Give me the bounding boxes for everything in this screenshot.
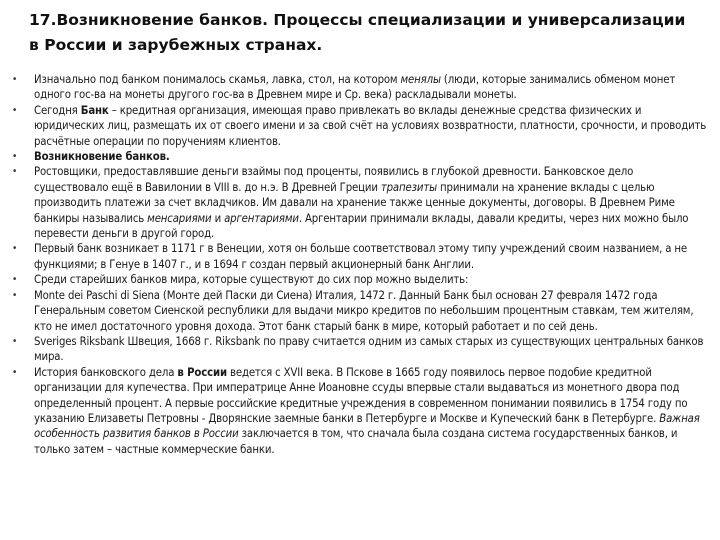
bullet-icon: • xyxy=(12,335,18,347)
text-run: аргентариями xyxy=(224,211,299,225)
text-run: принимали на хранение вклады с целью производить платежи за счет вкладчиков. Им давали на хранение также ценные документы, договоры. В Древнем Риме банкиры назывались xyxy=(34,180,675,225)
text-run: Важная особенность развития банков в России xyxy=(34,411,700,441)
text-run: и xyxy=(211,211,225,225)
text-run: Monte dei Paschi di Siena (Монте дей Паски ди Сиена) Италия, 1472 г. Данный Банк был основан 27 февраля 1472 года Генеральным советом Сиенской республики для выдачи микро кредитов по небольшим процентным ставкам, тем жителям, кто не имел достаточного уровня дохода. Этот банк старый банк в мире, который работает и по сей день. xyxy=(34,288,694,333)
section-heading: Возникновение банков. xyxy=(34,150,170,164)
text-run: Изначально под банком понималось скамья, лавка, стол, на котором xyxy=(34,73,401,86)
text-run: Среди старейших банков мира, которые существуют до сих пор можно выделить: xyxy=(34,273,469,287)
text-run: Банк xyxy=(80,103,109,117)
text-run: менялы xyxy=(400,73,441,86)
text-run: Ростовщики, предоставлявшие деньги взаймы под проценты, появились в глубокой древности. Банковское дело существовало ещё в Вавилонии в VIII в. до н.э. В Древней Греции xyxy=(34,165,634,194)
text-run: Sveriges Riksbank Швеция, 1668 г. Riksbank по праву считается одним из самых старых из существующих центральных банков мира. xyxy=(34,334,704,364)
text-run: менсариями xyxy=(147,211,212,225)
bullet-icon: • xyxy=(12,74,18,85)
bullet-icon: • xyxy=(12,151,18,163)
list-item xyxy=(12,288,710,334)
text-run: . Аргентарии принимали вклады, давали кредиты, через них можно было перевести деньги в другой город. xyxy=(34,211,689,241)
bullet-icon: • xyxy=(12,243,18,255)
text-run: Сегодня xyxy=(34,103,81,117)
bullet-icon: • xyxy=(12,366,18,378)
list-item xyxy=(12,241,710,272)
bullet-icon: • xyxy=(12,289,18,301)
list-item xyxy=(12,103,710,149)
list-item xyxy=(12,272,710,287)
bullet-list xyxy=(12,72,710,457)
list-item xyxy=(12,365,710,457)
bullet-icon: • xyxy=(12,104,18,116)
list-item xyxy=(12,334,710,365)
text-run: Первый банк возникает в 1171 г в Венеции, хотя он больше соответствовал этому типу учреждений своим названием, а не функциями; в Генуе в 1407 г., и в 1694 г создан первый акционерный банк Англии. xyxy=(34,242,688,271)
text-run: в России xyxy=(177,365,227,379)
text-run: заключается в том, что сначала была создана система государственных банков, и только затем – частные коммерческие банки. xyxy=(34,427,678,456)
text-run: ведется с XVII века. В Пскове в 1665 году появилось первое подобие кредитной организации для купечества. При императрице Анне Иоановне ссуды впервые стали выдаваться из монетного двора под определенный процент. А первые российские кредитные учреждения в современном понимании появились в 1754 году по указанию Елизаветы Петровны - Дворянские заемные банки в Петербурге и Москве и Купеческий банк в Петербурге. xyxy=(34,365,688,425)
text-run: трапезиты xyxy=(380,180,437,194)
list-item xyxy=(12,72,710,103)
text-run: – кредитная организация, имеющая право привлекать во вклады денежные средства физических и юридических лиц, размещать их от своего имени и за свой счёт на условиях возвратности, платности, срочности, и проводить расчётные операции по поручениям клиентов. xyxy=(34,103,707,148)
text-run: (люди, которые занимались обменом монет одного гос-ва на монеты другого гос-ва в Древнем мире и Ср. века) раскладывали монеты. xyxy=(34,73,676,102)
list-item xyxy=(12,164,710,241)
list-item xyxy=(12,149,710,164)
text-run: История банковского дела xyxy=(34,365,178,379)
slide-title: 17.Возникновение банков. Процессы специализации и универсализации в России и зарубежных странах. xyxy=(29,11,686,54)
bullet-icon: • xyxy=(12,274,18,286)
bullet-icon: • xyxy=(12,166,18,178)
